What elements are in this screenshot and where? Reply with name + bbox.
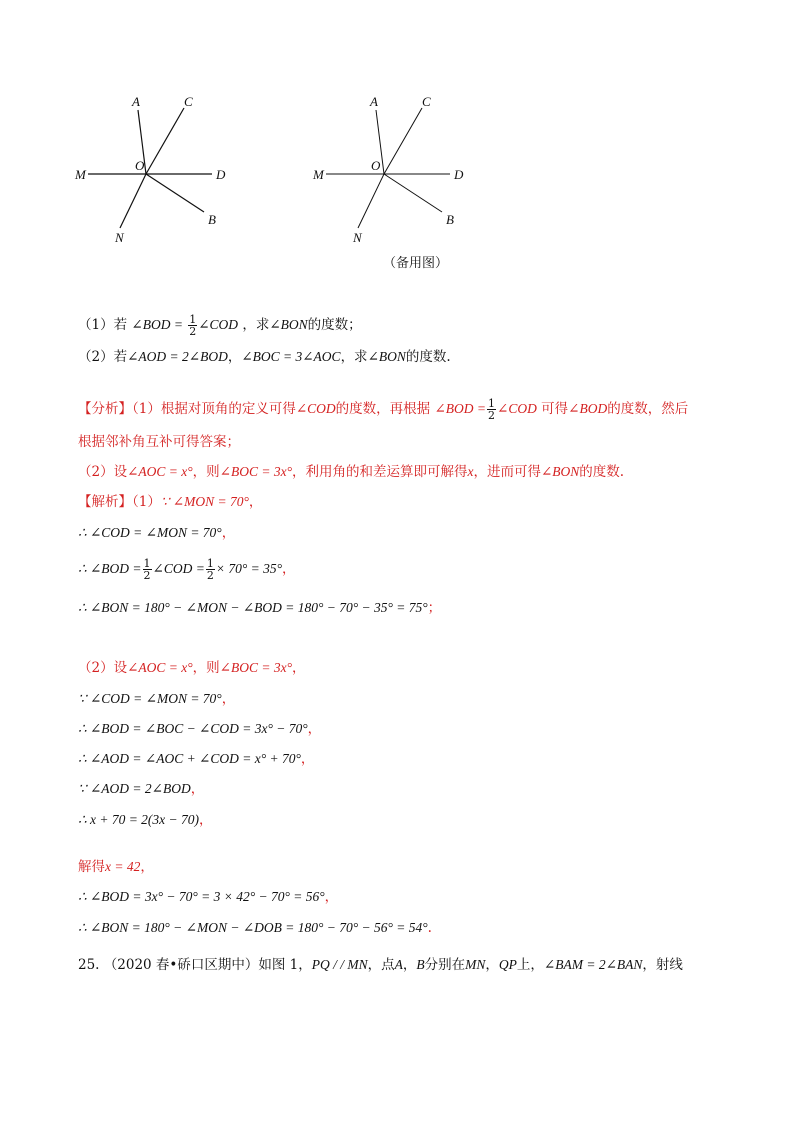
label-n: N bbox=[115, 230, 124, 245]
solution-2-line-2: ∵ ∠COD = ∠MON = 70°， bbox=[78, 691, 236, 707]
label-n: N bbox=[353, 230, 362, 245]
solution-2-line-6: ∴ x + 70 = 2(3x − 70)， bbox=[78, 812, 213, 828]
solution-2-line-7: 解得x = 42， bbox=[78, 859, 154, 875]
solution-2-line-9: ∴ ∠BON = 180° − ∠MON − ∠DOB = 180° − 70° − 56° = 54°. bbox=[78, 920, 432, 936]
ray-oc bbox=[146, 108, 184, 174]
analysis-tag: 【分析】 bbox=[78, 401, 132, 417]
label-d: D bbox=[216, 167, 226, 182]
ray-ob bbox=[146, 174, 204, 212]
problem-25-intro: 25. （2020 春•硚口区期中）如图 1，PQ / / MN，点A，B分别在MN，QP上，∠BAM = 2∠BAN，射线 bbox=[78, 957, 683, 973]
figure-caption: （备用图） bbox=[383, 256, 449, 271]
label-o: O bbox=[135, 158, 145, 173]
solution-line-2: ∴ ∠COD = ∠MON = 70°， bbox=[78, 525, 236, 541]
ray-oc bbox=[384, 108, 422, 174]
label-a: A bbox=[132, 94, 140, 109]
fraction-half: $\frac{1}{2}$ bbox=[189, 313, 197, 338]
solution-2-line-8: ∴ ∠BOD = 3x° − 70° = 3 × 42° − 70° = 56°， bbox=[78, 889, 339, 905]
label-m: M bbox=[313, 167, 324, 182]
label-b: B bbox=[208, 212, 216, 227]
label-o: O bbox=[371, 158, 381, 173]
question-1: （1）若 ∠BOD = $\frac{1}{2}$ ∠COD ，求∠BON的度数； bbox=[78, 313, 362, 338]
ray-on bbox=[120, 174, 146, 228]
label-c: C bbox=[422, 94, 431, 109]
angle-figure-2 bbox=[308, 90, 488, 250]
label-m: M bbox=[75, 167, 86, 182]
math-cod: ∠COD bbox=[198, 317, 239, 332]
question-2: （2）若∠AOD = 2∠BOD，∠BOC = 3∠AOC，求∠BON的度数. bbox=[78, 349, 451, 365]
solution-2-line-5: ∵ ∠AOD = 2∠BOD， bbox=[78, 781, 205, 797]
label-d: D bbox=[454, 167, 464, 182]
ray-ob bbox=[384, 174, 442, 212]
solution-line-3: ∴ ∠BOD = $\frac{1}{2}$ ∠COD = $\frac{1}{2}$ × 70° = 35°， bbox=[78, 557, 296, 582]
ray-on bbox=[358, 174, 384, 228]
math-bod: ∠BOD = bbox=[131, 317, 183, 332]
solution-line-1: 【解析】（1）∵ ∠MON = 70°， bbox=[78, 494, 263, 510]
analysis-line-2: 根据邻补角互补可得答案； bbox=[78, 434, 240, 450]
label-c: C bbox=[184, 94, 193, 109]
analysis-line-3: （2）设∠AOC = x°，则∠BOC = 3x°，利用角的和差运算即可解得x，进而可得∠BON的度数. bbox=[78, 464, 625, 480]
angle-figure-1 bbox=[70, 90, 250, 250]
solution-2-line-3: ∴ ∠BOD = ∠BOC − ∠COD = 3x° − 70°， bbox=[78, 721, 322, 737]
solution-line-4: ∴ ∠BON = 180° − ∠MON − ∠BOD = 180° − 70° − 35° = 75°； bbox=[78, 600, 442, 616]
analysis-line-1: 【分析】（1）根据对顶角的定义可得∠COD的度数，再根据 ∠BOD = $\frac{1}{2}$ ∠COD 可得∠BOD的度数，然后 bbox=[78, 397, 689, 422]
solution-tag: 【解析】 bbox=[78, 494, 132, 510]
math-bon: ∠BON bbox=[269, 317, 308, 332]
solution-2-line-1: （2）设∠AOC = x°，则∠BOC = 3x°， bbox=[78, 660, 306, 676]
label-b: B bbox=[446, 212, 454, 227]
problem-number: 25. bbox=[78, 957, 100, 973]
label-a: A bbox=[370, 94, 378, 109]
solution-2-line-4: ∴ ∠AOD = ∠AOC + ∠COD = x° + 70°， bbox=[78, 751, 315, 767]
